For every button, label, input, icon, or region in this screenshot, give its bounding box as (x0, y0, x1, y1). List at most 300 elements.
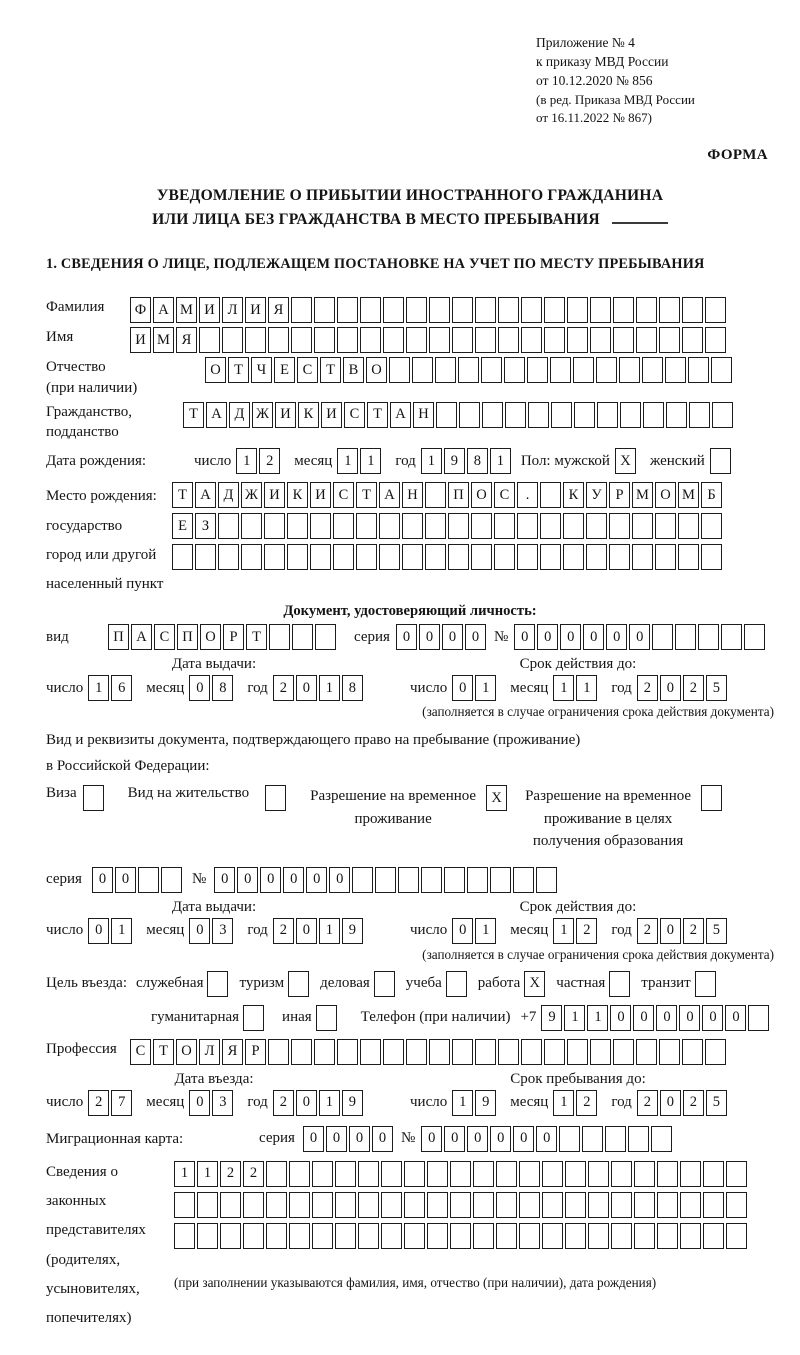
char-cell[interactable]: 1 (553, 1090, 574, 1116)
char-cell[interactable] (540, 482, 561, 508)
char-cell[interactable] (680, 1161, 701, 1187)
char-cell[interactable] (665, 357, 686, 383)
char-cell[interactable]: 0 (260, 867, 281, 893)
char-cell[interactable] (375, 867, 396, 893)
char-cell[interactable]: К (298, 402, 319, 428)
char-cell[interactable] (475, 327, 496, 353)
char-cell[interactable] (335, 1192, 356, 1218)
char-cell[interactable] (427, 1192, 448, 1218)
char-cell[interactable]: 0 (421, 1126, 442, 1152)
char-cell[interactable]: 1 (111, 918, 132, 944)
char-cell[interactable] (337, 1039, 358, 1065)
char-cell[interactable] (315, 624, 336, 650)
char-cell[interactable] (289, 1192, 310, 1218)
char-cell[interactable] (563, 513, 584, 539)
char-cell[interactable]: А (379, 482, 400, 508)
char-cell[interactable]: 0 (326, 1126, 347, 1152)
char-cell[interactable] (199, 327, 220, 353)
char-cell[interactable]: 2 (220, 1161, 241, 1187)
checkbox-cell[interactable] (710, 448, 731, 474)
char-cell[interactable]: И (130, 327, 151, 353)
char-cell[interactable]: Я (176, 327, 197, 353)
char-cell[interactable] (473, 1192, 494, 1218)
char-cell[interactable]: 2 (259, 448, 280, 474)
char-cell[interactable]: А (390, 402, 411, 428)
char-cell[interactable] (536, 867, 557, 893)
char-cell[interactable] (513, 867, 534, 893)
char-cell[interactable] (379, 544, 400, 570)
checkbox-cell[interactable] (83, 785, 104, 811)
char-cell[interactable]: 1 (576, 675, 597, 701)
char-cell[interactable]: 2 (88, 1090, 109, 1116)
char-cell[interactable]: 0 (583, 624, 604, 650)
char-cell[interactable]: И (199, 297, 220, 323)
char-cell[interactable]: Н (402, 482, 423, 508)
checkbox-cell[interactable]: X (524, 971, 545, 997)
char-cell[interactable] (636, 297, 657, 323)
char-cell[interactable] (358, 1192, 379, 1218)
char-cell[interactable] (314, 297, 335, 323)
char-cell[interactable] (335, 1161, 356, 1187)
char-cell[interactable] (310, 544, 331, 570)
char-cell[interactable]: 0 (452, 918, 473, 944)
char-cell[interactable]: 5 (706, 675, 727, 701)
char-cell[interactable]: Д (229, 402, 250, 428)
char-cell[interactable] (634, 1223, 655, 1249)
char-cell[interactable]: 1 (319, 918, 340, 944)
char-cell[interactable] (519, 1223, 540, 1249)
char-cell[interactable] (682, 327, 703, 353)
char-cell[interactable] (220, 1223, 241, 1249)
char-cell[interactable]: 9 (342, 1090, 363, 1116)
char-cell[interactable]: 0 (189, 1090, 210, 1116)
char-cell[interactable]: 9 (541, 1005, 562, 1031)
char-cell[interactable]: 0 (633, 1005, 654, 1031)
char-cell[interactable]: 0 (702, 1005, 723, 1031)
char-cell[interactable] (705, 1039, 726, 1065)
char-cell[interactable]: 1 (236, 448, 257, 474)
char-cell[interactable]: Т (320, 357, 341, 383)
checkbox-cell[interactable] (701, 785, 722, 811)
char-cell[interactable] (356, 513, 377, 539)
char-cell[interactable]: 0 (88, 918, 109, 944)
char-cell[interactable] (659, 297, 680, 323)
checkbox-cell[interactable] (207, 971, 228, 997)
char-cell[interactable] (675, 624, 696, 650)
char-cell[interactable]: С (297, 357, 318, 383)
char-cell[interactable] (726, 1223, 747, 1249)
char-cell[interactable] (636, 327, 657, 353)
char-cell[interactable]: 0 (329, 867, 350, 893)
char-cell[interactable]: 1 (452, 1090, 473, 1116)
char-cell[interactable] (287, 544, 308, 570)
char-cell[interactable]: 0 (92, 867, 113, 893)
char-cell[interactable] (542, 1223, 563, 1249)
char-cell[interactable] (161, 867, 182, 893)
char-cell[interactable] (655, 513, 676, 539)
char-cell[interactable] (381, 1192, 402, 1218)
checkbox-cell[interactable] (695, 971, 716, 997)
char-cell[interactable] (726, 1192, 747, 1218)
char-cell[interactable] (688, 357, 709, 383)
char-cell[interactable]: 0 (452, 675, 473, 701)
char-cell[interactable] (475, 1039, 496, 1065)
char-cell[interactable]: 2 (576, 918, 597, 944)
char-cell[interactable]: Р (245, 1039, 266, 1065)
char-cell[interactable]: 1 (475, 918, 496, 944)
char-cell[interactable] (698, 624, 719, 650)
char-cell[interactable]: О (366, 357, 387, 383)
char-cell[interactable] (425, 544, 446, 570)
char-cell[interactable] (356, 544, 377, 570)
checkbox-cell[interactable] (609, 971, 630, 997)
char-cell[interactable]: 1 (553, 918, 574, 944)
char-cell[interactable]: М (678, 482, 699, 508)
char-cell[interactable]: 2 (683, 918, 704, 944)
char-cell[interactable] (389, 357, 410, 383)
char-cell[interactable] (218, 513, 239, 539)
char-cell[interactable] (429, 1039, 450, 1065)
char-cell[interactable] (609, 544, 630, 570)
char-cell[interactable] (540, 544, 561, 570)
char-cell[interactable] (588, 1192, 609, 1218)
char-cell[interactable] (266, 1223, 287, 1249)
checkbox-cell[interactable]: X (615, 448, 636, 474)
char-cell[interactable]: 2 (683, 675, 704, 701)
char-cell[interactable]: 9 (475, 1090, 496, 1116)
char-cell[interactable] (292, 624, 313, 650)
char-cell[interactable]: П (108, 624, 129, 650)
char-cell[interactable]: 0 (490, 1126, 511, 1152)
char-cell[interactable] (611, 1223, 632, 1249)
char-cell[interactable]: И (275, 402, 296, 428)
char-cell[interactable] (588, 1223, 609, 1249)
char-cell[interactable]: 2 (273, 675, 294, 701)
char-cell[interactable]: А (131, 624, 152, 650)
char-cell[interactable] (666, 402, 687, 428)
char-cell[interactable]: 1 (587, 1005, 608, 1031)
char-cell[interactable] (680, 1192, 701, 1218)
char-cell[interactable] (528, 402, 549, 428)
char-cell[interactable] (473, 1161, 494, 1187)
char-cell[interactable] (333, 513, 354, 539)
char-cell[interactable] (634, 1192, 655, 1218)
char-cell[interactable] (404, 1223, 425, 1249)
char-cell[interactable]: 5 (706, 1090, 727, 1116)
char-cell[interactable]: И (310, 482, 331, 508)
char-cell[interactable] (335, 1223, 356, 1249)
char-cell[interactable] (565, 1223, 586, 1249)
char-cell[interactable]: Т (172, 482, 193, 508)
char-cell[interactable] (452, 297, 473, 323)
char-cell[interactable] (406, 1039, 427, 1065)
char-cell[interactable] (642, 357, 663, 383)
char-cell[interactable] (383, 1039, 404, 1065)
char-cell[interactable] (195, 544, 216, 570)
char-cell[interactable] (197, 1223, 218, 1249)
char-cell[interactable]: С (344, 402, 365, 428)
char-cell[interactable] (406, 327, 427, 353)
char-cell[interactable] (473, 1223, 494, 1249)
char-cell[interactable] (613, 327, 634, 353)
char-cell[interactable] (291, 1039, 312, 1065)
char-cell[interactable] (613, 297, 634, 323)
char-cell[interactable] (586, 544, 607, 570)
char-cell[interactable]: С (333, 482, 354, 508)
char-cell[interactable]: 2 (576, 1090, 597, 1116)
checkbox-cell[interactable]: X (486, 785, 507, 811)
char-cell[interactable] (312, 1223, 333, 1249)
char-cell[interactable]: 0 (606, 624, 627, 650)
char-cell[interactable] (659, 1039, 680, 1065)
char-cell[interactable] (358, 1161, 379, 1187)
checkbox-cell[interactable] (265, 785, 286, 811)
char-cell[interactable]: Е (172, 513, 193, 539)
char-cell[interactable] (404, 1192, 425, 1218)
char-cell[interactable] (711, 357, 732, 383)
char-cell[interactable]: 0 (725, 1005, 746, 1031)
char-cell[interactable] (264, 544, 285, 570)
char-cell[interactable]: 0 (115, 867, 136, 893)
char-cell[interactable]: О (471, 482, 492, 508)
char-cell[interactable]: К (563, 482, 584, 508)
char-cell[interactable] (721, 624, 742, 650)
char-cell[interactable]: 0 (465, 624, 486, 650)
char-cell[interactable] (435, 357, 456, 383)
char-cell[interactable] (245, 327, 266, 353)
char-cell[interactable] (620, 402, 641, 428)
char-cell[interactable] (582, 1126, 603, 1152)
char-cell[interactable]: . (517, 482, 538, 508)
char-cell[interactable] (544, 1039, 565, 1065)
char-cell[interactable]: 0 (660, 675, 681, 701)
char-cell[interactable]: 0 (296, 675, 317, 701)
char-cell[interactable] (291, 297, 312, 323)
char-cell[interactable] (398, 867, 419, 893)
char-cell[interactable] (611, 1192, 632, 1218)
char-cell[interactable]: 0 (537, 624, 558, 650)
char-cell[interactable]: 0 (442, 624, 463, 650)
char-cell[interactable] (269, 624, 290, 650)
char-cell[interactable] (659, 327, 680, 353)
char-cell[interactable] (220, 1192, 241, 1218)
char-cell[interactable] (597, 402, 618, 428)
char-cell[interactable]: А (206, 402, 227, 428)
char-cell[interactable] (289, 1161, 310, 1187)
char-cell[interactable]: 3 (212, 1090, 233, 1116)
char-cell[interactable] (550, 357, 571, 383)
char-cell[interactable]: 2 (637, 918, 658, 944)
char-cell[interactable]: 2 (273, 1090, 294, 1116)
char-cell[interactable]: 0 (189, 675, 210, 701)
char-cell[interactable]: Р (609, 482, 630, 508)
char-cell[interactable] (337, 297, 358, 323)
char-cell[interactable] (425, 482, 446, 508)
char-cell[interactable] (360, 1039, 381, 1065)
char-cell[interactable] (452, 1039, 473, 1065)
char-cell[interactable]: 1 (564, 1005, 585, 1031)
char-cell[interactable] (619, 357, 640, 383)
char-cell[interactable]: 0 (514, 624, 535, 650)
char-cell[interactable] (498, 1039, 519, 1065)
char-cell[interactable] (651, 1126, 672, 1152)
char-cell[interactable] (605, 1126, 626, 1152)
char-cell[interactable] (412, 357, 433, 383)
char-cell[interactable] (427, 1161, 448, 1187)
char-cell[interactable] (609, 513, 630, 539)
char-cell[interactable] (425, 513, 446, 539)
char-cell[interactable] (312, 1192, 333, 1218)
char-cell[interactable] (703, 1192, 724, 1218)
char-cell[interactable] (590, 327, 611, 353)
char-cell[interactable] (381, 1161, 402, 1187)
char-cell[interactable] (402, 544, 423, 570)
char-cell[interactable] (310, 513, 331, 539)
char-cell[interactable]: 2 (683, 1090, 704, 1116)
char-cell[interactable]: 0 (214, 867, 235, 893)
char-cell[interactable] (678, 513, 699, 539)
char-cell[interactable]: С (154, 624, 175, 650)
char-cell[interactable]: 0 (610, 1005, 631, 1031)
char-cell[interactable]: 8 (212, 675, 233, 701)
char-cell[interactable] (705, 297, 726, 323)
char-cell[interactable] (712, 402, 733, 428)
char-cell[interactable] (748, 1005, 769, 1031)
char-cell[interactable] (544, 327, 565, 353)
char-cell[interactable]: Ч (251, 357, 272, 383)
char-cell[interactable] (678, 544, 699, 570)
char-cell[interactable]: 2 (637, 1090, 658, 1116)
char-cell[interactable] (243, 1192, 264, 1218)
char-cell[interactable]: М (176, 297, 197, 323)
char-cell[interactable]: 0 (629, 624, 650, 650)
char-cell[interactable] (436, 402, 457, 428)
char-cell[interactable] (596, 357, 617, 383)
char-cell[interactable]: И (321, 402, 342, 428)
char-cell[interactable] (222, 327, 243, 353)
char-cell[interactable]: 0 (513, 1126, 534, 1152)
char-cell[interactable]: П (448, 482, 469, 508)
char-cell[interactable] (504, 357, 525, 383)
char-cell[interactable] (494, 513, 515, 539)
char-cell[interactable]: 0 (296, 1090, 317, 1116)
char-cell[interactable] (565, 1161, 586, 1187)
char-cell[interactable]: 9 (444, 448, 465, 474)
char-cell[interactable]: О (205, 357, 226, 383)
char-cell[interactable]: 1 (553, 675, 574, 701)
char-cell[interactable]: Н (413, 402, 434, 428)
char-cell[interactable]: Т (153, 1039, 174, 1065)
char-cell[interactable] (701, 513, 722, 539)
char-cell[interactable]: В (343, 357, 364, 383)
char-cell[interactable] (542, 1161, 563, 1187)
char-cell[interactable] (586, 513, 607, 539)
char-cell[interactable] (496, 1161, 517, 1187)
char-cell[interactable] (519, 1161, 540, 1187)
char-cell[interactable]: 1 (319, 1090, 340, 1116)
char-cell[interactable]: 0 (536, 1126, 557, 1152)
char-cell[interactable] (517, 513, 538, 539)
char-cell[interactable] (452, 327, 473, 353)
char-cell[interactable]: 0 (303, 1126, 324, 1152)
char-cell[interactable] (467, 867, 488, 893)
char-cell[interactable]: 0 (419, 624, 440, 650)
char-cell[interactable] (333, 544, 354, 570)
char-cell[interactable] (287, 513, 308, 539)
char-cell[interactable] (519, 1192, 540, 1218)
char-cell[interactable] (563, 544, 584, 570)
char-cell[interactable] (360, 297, 381, 323)
char-cell[interactable]: 1 (475, 675, 496, 701)
char-cell[interactable] (459, 402, 480, 428)
char-cell[interactable]: У (586, 482, 607, 508)
char-cell[interactable]: 2 (273, 918, 294, 944)
char-cell[interactable] (243, 1223, 264, 1249)
char-cell[interactable] (521, 327, 542, 353)
char-cell[interactable]: 0 (283, 867, 304, 893)
char-cell[interactable]: 2 (243, 1161, 264, 1187)
char-cell[interactable] (680, 1223, 701, 1249)
char-cell[interactable] (634, 1161, 655, 1187)
char-cell[interactable]: 0 (372, 1126, 393, 1152)
char-cell[interactable] (174, 1192, 195, 1218)
char-cell[interactable]: 1 (174, 1161, 195, 1187)
char-cell[interactable] (613, 1039, 634, 1065)
char-cell[interactable]: Ф (130, 297, 151, 323)
char-cell[interactable]: 1 (490, 448, 511, 474)
char-cell[interactable] (517, 544, 538, 570)
char-cell[interactable] (404, 1161, 425, 1187)
char-cell[interactable]: 1 (197, 1161, 218, 1187)
char-cell[interactable]: Т (246, 624, 267, 650)
char-cell[interactable] (268, 327, 289, 353)
checkbox-cell[interactable] (374, 971, 395, 997)
char-cell[interactable]: О (176, 1039, 197, 1065)
char-cell[interactable]: Ж (241, 482, 262, 508)
char-cell[interactable] (383, 327, 404, 353)
char-cell[interactable]: Т (183, 402, 204, 428)
char-cell[interactable] (458, 357, 479, 383)
checkbox-cell[interactable] (288, 971, 309, 997)
char-cell[interactable] (481, 357, 502, 383)
char-cell[interactable] (218, 544, 239, 570)
char-cell[interactable]: 0 (656, 1005, 677, 1031)
char-cell[interactable] (611, 1161, 632, 1187)
char-cell[interactable] (352, 867, 373, 893)
char-cell[interactable]: А (195, 482, 216, 508)
char-cell[interactable]: Т (356, 482, 377, 508)
char-cell[interactable] (241, 544, 262, 570)
char-cell[interactable] (496, 1192, 517, 1218)
char-cell[interactable] (542, 1192, 563, 1218)
char-cell[interactable] (289, 1223, 310, 1249)
char-cell[interactable] (567, 297, 588, 323)
char-cell[interactable]: С (130, 1039, 151, 1065)
char-cell[interactable] (496, 1223, 517, 1249)
char-cell[interactable]: О (655, 482, 676, 508)
char-cell[interactable] (337, 327, 358, 353)
char-cell[interactable] (314, 327, 335, 353)
char-cell[interactable] (475, 297, 496, 323)
char-cell[interactable]: 6 (111, 675, 132, 701)
char-cell[interactable] (490, 867, 511, 893)
char-cell[interactable] (567, 327, 588, 353)
char-cell[interactable] (429, 327, 450, 353)
char-cell[interactable]: 0 (679, 1005, 700, 1031)
char-cell[interactable] (264, 513, 285, 539)
char-cell[interactable]: Т (228, 357, 249, 383)
char-cell[interactable] (498, 297, 519, 323)
